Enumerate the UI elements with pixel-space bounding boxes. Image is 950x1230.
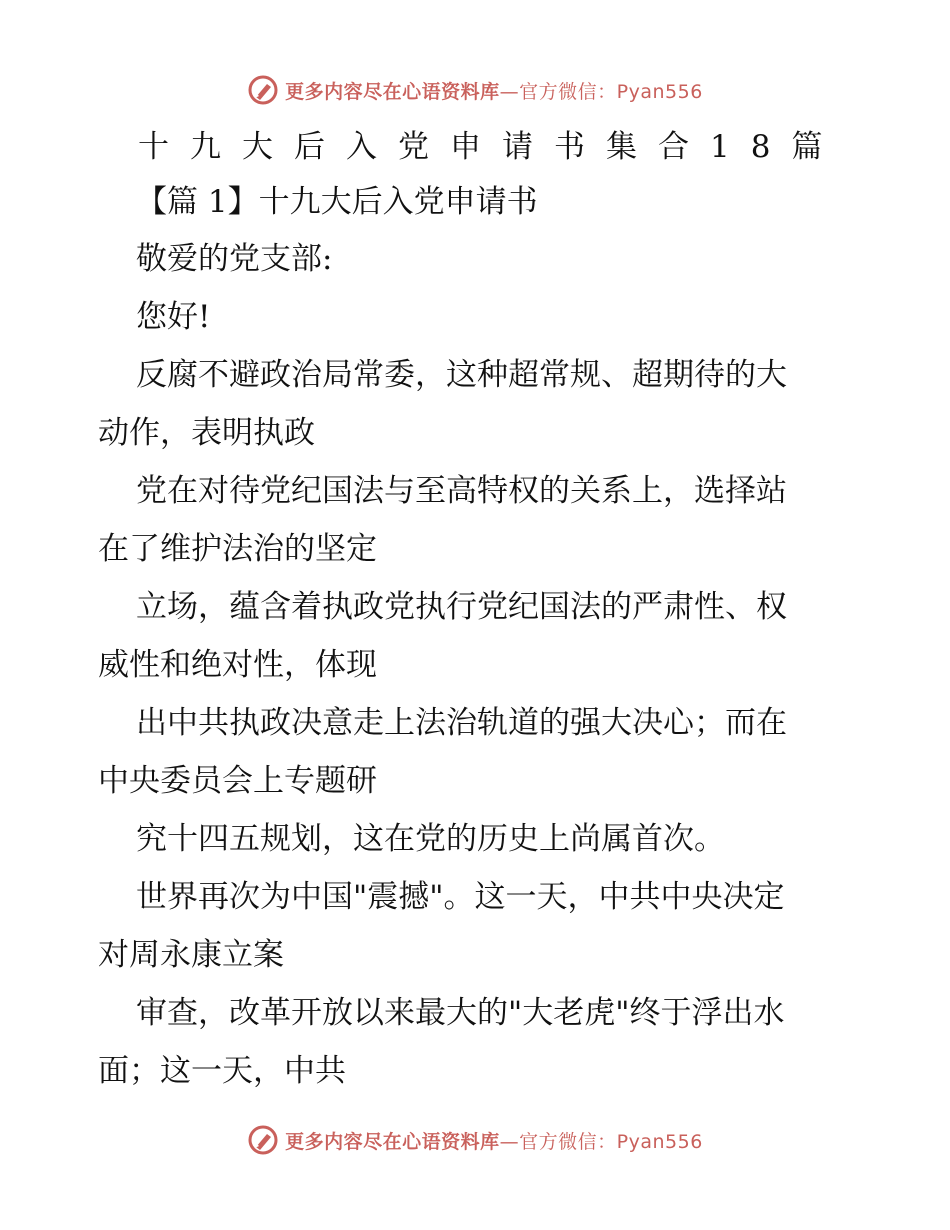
paragraph-line: 面；这一天，中共	[98, 1053, 346, 1089]
paragraph-line: 审查，改革开放以来最大的"大老虎"终于浮出水	[136, 995, 785, 1031]
paragraph-line: 中央委员会上专题研	[98, 763, 377, 799]
paragraph-line: 出中共执政决意走上法治轨道的强大决心；而在	[136, 705, 787, 741]
watermark-wechat: 官方微信：Pyan556	[519, 80, 703, 103]
paragraph-line: 世界再次为中国"震撼"。这一天，中共中央决定	[136, 879, 785, 915]
document-body	[98, 120, 858, 1100]
watermark-dash: —	[499, 1130, 520, 1153]
watermark-wechat: 官方微信：Pyan556	[519, 1130, 703, 1153]
paragraph-line: 在了维护法治的坚定	[98, 531, 377, 567]
watermark-text	[285, 1127, 703, 1154]
paragraph-line: 立场，蕴含着执政党执行党纪国法的严肃性、权	[136, 589, 787, 625]
paragraph-line: 动作，表明执政	[98, 415, 315, 451]
watermark-text	[285, 77, 703, 104]
document-title: 十九大后入党申请书集合18篇	[138, 129, 844, 165]
section-heading: 【篇 1】十九大后入党申请书	[136, 184, 538, 220]
watermark-dash: —	[499, 80, 520, 103]
paragraph-line: 反腐不避政治局常委，这种超常规、超期待的大	[136, 357, 787, 393]
pen-logo-icon	[247, 1124, 279, 1156]
paragraph-line: 威性和绝对性，体现	[98, 647, 377, 683]
greeting: 您好!	[136, 299, 211, 335]
paragraph-line: 对周永康立案	[98, 937, 284, 973]
pen-logo-icon	[247, 74, 279, 106]
watermark-banner-top	[0, 70, 950, 110]
salutation: 敬爱的党支部:	[136, 241, 333, 277]
watermark-banner-bottom	[0, 1120, 950, 1160]
paragraph-line: 党在对待党纪国法与至高特权的关系上，选择站	[136, 473, 787, 509]
watermark-site: 更多内容尽在心语资料库	[285, 1130, 500, 1153]
watermark-site: 更多内容尽在心语资料库	[285, 80, 500, 103]
paragraph-line: 究十四五规划，这在党的历史上尚属首次。	[136, 821, 725, 857]
